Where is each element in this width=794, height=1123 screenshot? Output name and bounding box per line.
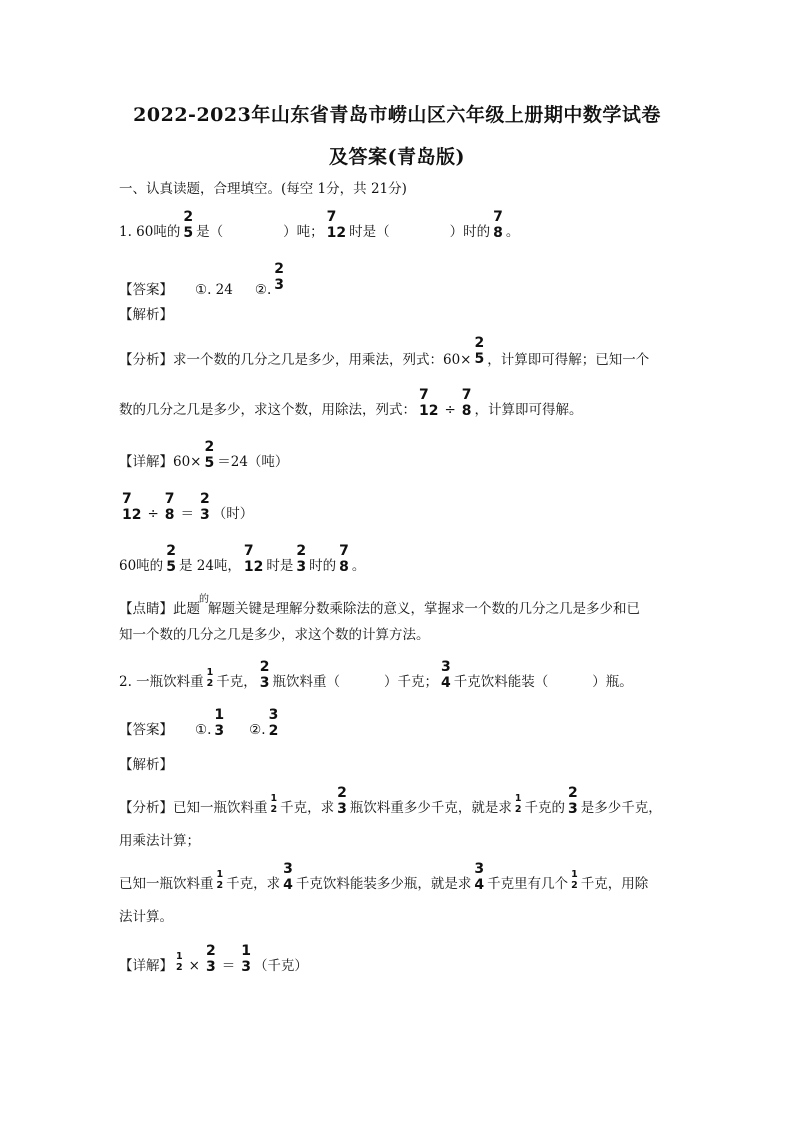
question-1: 1. 60吨的 2 5 是（ ）吨； 7 12 时是（ ）时的 7 8 。 bbox=[119, 209, 520, 241]
q1-summary: 60吨的 2 5 是 24吨， 7 12 时是 2 3 时的 7 8 。 bbox=[119, 543, 366, 575]
document-title-line1: 2022-2023年山东省青岛市崂山区六年级上册期中数学试卷 bbox=[133, 104, 661, 126]
fraction-7-12: 7 12 bbox=[419, 387, 439, 419]
fraction-7-8: 7 8 bbox=[461, 387, 472, 419]
fraction-2-5: 2 5 bbox=[474, 335, 485, 367]
question-2: 2. 一瓶饮料重 1 2 千克， 2 3 瓶饮料重（ ）千克； 3 4 千克饮料能装（ ）瓶。 bbox=[119, 659, 633, 691]
q1-answer: 【答案】 ①. 24 ②. 2 3 bbox=[119, 261, 285, 298]
fraction-1-3: 1 3 bbox=[241, 943, 251, 975]
q2-detail: 【详解】 1 2 × 2 3 ＝ 1 3 （千克） bbox=[119, 943, 308, 975]
fraction-1-2: 1 2 bbox=[176, 951, 183, 973]
fraction-1-3: 1 3 bbox=[214, 707, 225, 739]
section-heading: 一、认真读题，合理填空。(每空 1分，共 21分) bbox=[119, 181, 407, 197]
q1-fenxi-line2: 数的几分之几是多少，求这个数，用除法，列式： 7 12 ÷ 7 8 ，计算即可得解。 bbox=[119, 387, 583, 419]
fraction-7-12: 7 12 bbox=[243, 543, 264, 575]
fraction-1-2: 1 2 bbox=[270, 793, 278, 815]
fraction-2-5: 2 5 bbox=[166, 543, 176, 575]
fraction-2-3: 2 3 bbox=[296, 543, 307, 575]
q1-dianjing-line2: 知一个数的几分之几是多少，求这个数的计算方法。 bbox=[119, 627, 430, 643]
fraction-3-4: 3 4 bbox=[283, 861, 293, 893]
fraction-2-3: 2 3 bbox=[200, 491, 210, 523]
fraction-2-3: 2 3 bbox=[205, 943, 216, 975]
fraction-2-3: 2 3 bbox=[337, 785, 347, 817]
q2-fenxi-line4: 法计算。 bbox=[119, 909, 173, 925]
fraction-2-3: 2 3 bbox=[568, 785, 578, 817]
fraction-7-8: 7 8 bbox=[164, 491, 175, 523]
q1-detail-line2: 7 12 ÷ 7 8 ＝ 2 3 （时） bbox=[122, 491, 254, 523]
q2-analysis-label: 【解析】 bbox=[119, 757, 173, 773]
fraction-7-12: 7 12 bbox=[122, 491, 142, 523]
fraction-7-8: 7 8 bbox=[339, 543, 349, 575]
fraction-1-2: 1 2 bbox=[514, 793, 522, 815]
fraction-3-4: 3 4 bbox=[474, 861, 485, 893]
fraction-3-4: 3 4 bbox=[441, 659, 451, 691]
q1-fenxi-line1: 【分析】求一个数的几分之几是多少，用乘法，列式：60× 2 5 ，计算即可得解；已知一个 bbox=[119, 335, 650, 368]
document-title-line2: 及答案(青岛版) bbox=[329, 146, 465, 168]
fraction-2-5: 2 5 bbox=[204, 439, 215, 471]
q2-answer: 【答案】 ①. 1 3 ②. 3 2 bbox=[119, 707, 279, 739]
fraction-7-8: 7 8 bbox=[493, 209, 503, 241]
q1-detail-line1: 【详解】60× 2 5 ＝24（吨） bbox=[119, 439, 289, 471]
q1-dianjing-line1: 【点睛】此题 的 解题关键是理解分数乘除法的意义，掌握求一个数的几分之几是多少和已 bbox=[119, 594, 640, 617]
fraction-1-2: 1 2 bbox=[571, 869, 578, 891]
fraction-3-2: 3 2 bbox=[268, 707, 279, 739]
q2-fenxi-line2: 用乘法计算； bbox=[119, 833, 200, 849]
fraction-1-2: 1 2 bbox=[216, 869, 224, 891]
q2-fenxi-line3: 已知一瓶饮料重 1 2 千克，求 3 4 千克饮料能装多少瓶，就是求 3 4 千克里有几个 1 2 千克，用除 bbox=[119, 861, 649, 893]
fraction-2-3: 2 3 bbox=[259, 659, 270, 691]
fraction-1-2: 1 2 bbox=[206, 667, 214, 689]
fraction-7-12: 7 12 bbox=[326, 209, 347, 241]
fraction-2-3: 2 3 bbox=[274, 261, 285, 293]
q1-analysis-label: 【解析】 bbox=[119, 307, 173, 323]
fraction-2-5: 2 5 bbox=[183, 209, 194, 241]
q2-fenxi-line1: 【分析】已知一瓶饮料重 1 2 千克，求 2 3 瓶饮料重多少千克，就是求 1 2 千克的 2 3 是多少千克， bbox=[119, 785, 662, 817]
